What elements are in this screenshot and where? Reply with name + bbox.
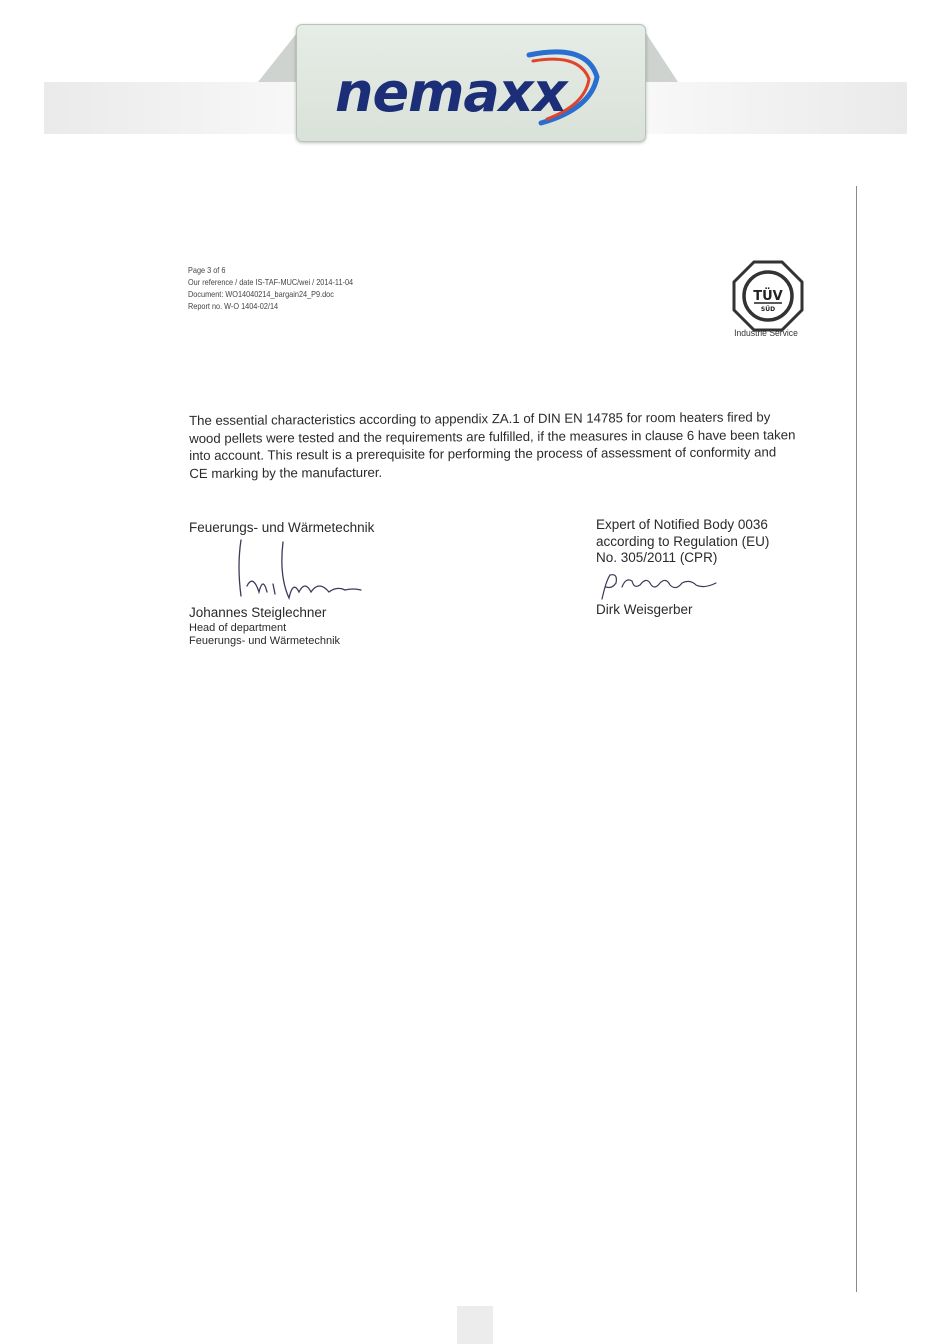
- header-tab-slope-right: [640, 24, 680, 84]
- document-meta: [188, 264, 353, 312]
- brand-header: [0, 0, 950, 160]
- document-sheet: [86, 186, 857, 1292]
- expert-line-3: No. 305/2011 (CPR): [596, 550, 718, 565]
- expert-line-1: Expert of Notified Body 0036: [596, 517, 768, 532]
- header-band-right: [645, 82, 907, 134]
- page-number-tab: [457, 1306, 493, 1344]
- report-line: Report no. W-O 1404-02/14: [188, 301, 279, 311]
- body-paragraph: The essential characteristics according to appendix ZA.1 of DIN EN 14785 for room heaters fired by wood pellets were tested and the requirements are fulfilled, if the measures in clause 6 have been taken into account. This result is a prerequisite for performing the process of assessment of conformity and CE marking by the manufacturer.: [189, 409, 796, 481]
- signature-block-right: [596, 517, 816, 617]
- signatory-title-left: Head of department: [189, 622, 287, 634]
- tuv-sub-text: SÜD: [760, 306, 776, 313]
- logo-plate: [296, 24, 646, 142]
- brand-wordmark: nemaxx: [335, 61, 567, 124]
- expert-line-2: according to Regulation (EU): [596, 533, 770, 549]
- nemaxx-logo: [297, 25, 645, 141]
- page-number: Page 3 of 6: [188, 265, 226, 275]
- header-band-left: [44, 82, 304, 134]
- signatory-dept-left: Feuerungs- und Wärmetechnik: [189, 635, 341, 647]
- reference-line: Our reference / date IS-TAF-MUC/wei / 2014-11-04: [188, 277, 354, 287]
- tuv-label: Industrie Service: [734, 328, 798, 339]
- tuv-mark-text: TÜV: [753, 289, 783, 304]
- signatory-name-left: Johannes Steiglechner: [189, 605, 327, 620]
- signature-org: Feuerungs- und Wärmetechnik: [189, 520, 375, 535]
- signatory-name-right: Dirk Weisgerber: [596, 602, 693, 617]
- document-line: Document: WO14040214_bargain24_P9.doc: [188, 289, 334, 299]
- handwritten-signature-right: [596, 569, 726, 603]
- handwritten-signature-left: [219, 536, 369, 608]
- signature-block-left: [189, 520, 489, 647]
